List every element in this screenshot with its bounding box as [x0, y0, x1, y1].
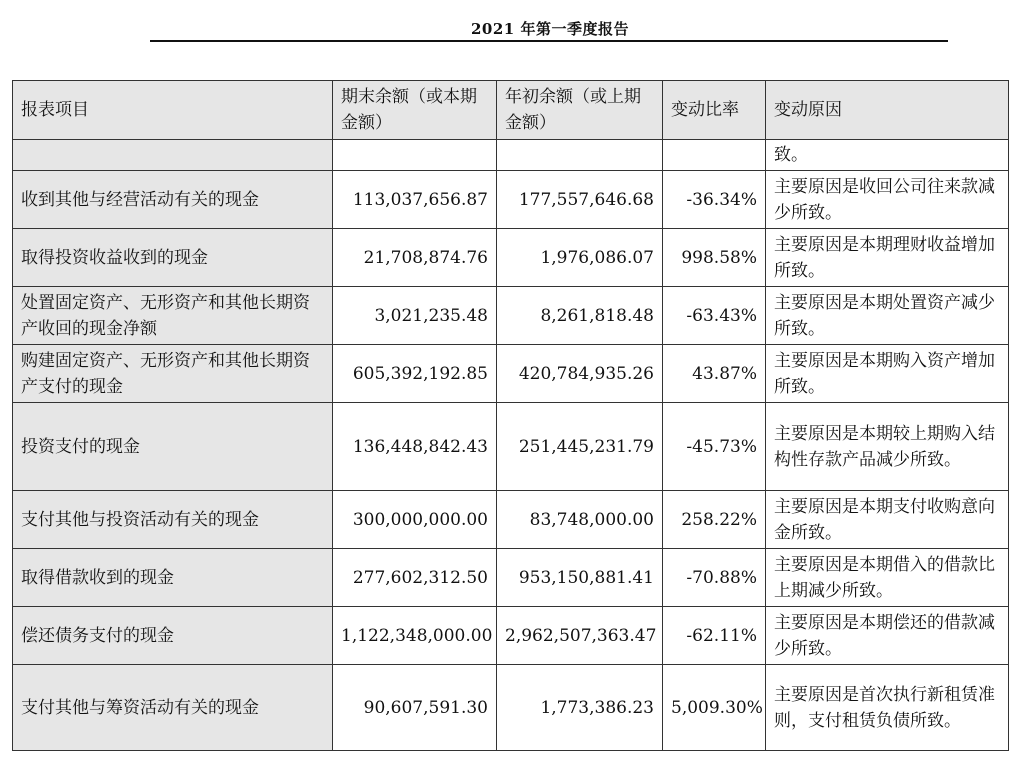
table-row: [13, 229, 1009, 287]
row-item: 收到其他与经营活动有关的现金: [13, 171, 333, 229]
row-change-ratio: -70.88%: [663, 549, 766, 607]
row-change-reason: 主要原因是收回公司往来款减少所致。: [766, 171, 1009, 229]
continuation-row: [13, 140, 1009, 171]
continuation-item-cell: [13, 140, 333, 171]
row-change-ratio: 998.58%: [663, 229, 766, 287]
row-begin-balance: 177,557,646.68: [497, 171, 663, 229]
row-item: 取得投资收益收到的现金: [13, 229, 333, 287]
continuation-reason-cell: 致。: [766, 140, 1009, 171]
table-header-row: [13, 81, 1009, 140]
row-begin-balance: 2,962,507,363.47: [497, 607, 663, 665]
table-row: [13, 491, 1009, 549]
table-row: [13, 607, 1009, 665]
header-change-ratio: 变动比率: [663, 81, 766, 140]
row-change-ratio: -63.43%: [663, 287, 766, 345]
row-end-balance: 1,122,348,000.00: [333, 607, 497, 665]
row-change-reason: 主要原因是本期借入的借款比上期减少所致。: [766, 549, 1009, 607]
row-end-balance: 90,607,591.30: [333, 665, 497, 751]
table-row: [13, 287, 1009, 345]
table-row: [13, 171, 1009, 229]
row-item: 偿还债务支付的现金: [13, 607, 333, 665]
row-change-reason: 主要原因是首次执行新租赁准则，支付租赁负债所致。: [766, 665, 1009, 751]
row-change-reason: 主要原因是本期较上期购入结构性存款产品减少所致。: [766, 403, 1009, 491]
title-rule: [150, 40, 948, 42]
header-item: 报表项目: [13, 81, 333, 140]
row-change-reason: 主要原因是本期购入资产增加所致。: [766, 345, 1009, 403]
row-begin-balance: 420,784,935.26: [497, 345, 663, 403]
header-begin-balance: 年初余额（或上期金额）: [497, 81, 663, 140]
row-end-balance: 3,021,235.48: [333, 287, 497, 345]
row-end-balance: 136,448,842.43: [333, 403, 497, 491]
row-begin-balance: 83,748,000.00: [497, 491, 663, 549]
row-end-balance: 605,392,192.85: [333, 345, 497, 403]
cash-flow-change-table: [12, 80, 1009, 751]
report-title: 2021 年第一季度报告: [471, 20, 629, 38]
row-change-reason: 主要原因是本期支付收购意向金所致。: [766, 491, 1009, 549]
row-begin-balance: 1,773,386.23: [497, 665, 663, 751]
continuation-ratio-cell: [663, 140, 766, 171]
row-end-balance: 21,708,874.76: [333, 229, 497, 287]
row-item: 处置固定资产、无形资产和其他长期资产收回的现金净额: [13, 287, 333, 345]
row-change-ratio: 258.22%: [663, 491, 766, 549]
table-row: [13, 665, 1009, 751]
row-change-reason: 主要原因是本期理财收益增加所致。: [766, 229, 1009, 287]
continuation-begin-cell: [497, 140, 663, 171]
row-begin-balance: 953,150,881.41: [497, 549, 663, 607]
row-end-balance: 300,000,000.00: [333, 491, 497, 549]
table-row: [13, 549, 1009, 607]
row-item: 取得借款收到的现金: [13, 549, 333, 607]
header-change-reason: 变动原因: [766, 81, 1009, 140]
row-change-ratio: 5,009.30%: [663, 665, 766, 751]
row-change-reason: 主要原因是本期偿还的借款减少所致。: [766, 607, 1009, 665]
row-item: 投资支付的现金: [13, 403, 333, 491]
row-begin-balance: 251,445,231.79: [497, 403, 663, 491]
row-end-balance: 277,602,312.50: [333, 549, 497, 607]
row-item: 支付其他与投资活动有关的现金: [13, 491, 333, 549]
row-change-ratio: -45.73%: [663, 403, 766, 491]
row-change-ratio: -62.11%: [663, 607, 766, 665]
row-change-ratio: -36.34%: [663, 171, 766, 229]
continuation-end-cell: [333, 140, 497, 171]
header-end-balance: 期末余额（或本期金额）: [333, 81, 497, 140]
row-begin-balance: 8,261,818.48: [497, 287, 663, 345]
row-change-ratio: 43.87%: [663, 345, 766, 403]
row-end-balance: 113,037,656.87: [333, 171, 497, 229]
row-change-reason: 主要原因是本期处置资产减少所致。: [766, 287, 1009, 345]
row-item: 购建固定资产、无形资产和其他长期资产支付的现金: [13, 345, 333, 403]
table-row: [13, 403, 1009, 491]
row-begin-balance: 1,976,086.07: [497, 229, 663, 287]
row-item: 支付其他与筹资活动有关的现金: [13, 665, 333, 751]
table-row: [13, 345, 1009, 403]
